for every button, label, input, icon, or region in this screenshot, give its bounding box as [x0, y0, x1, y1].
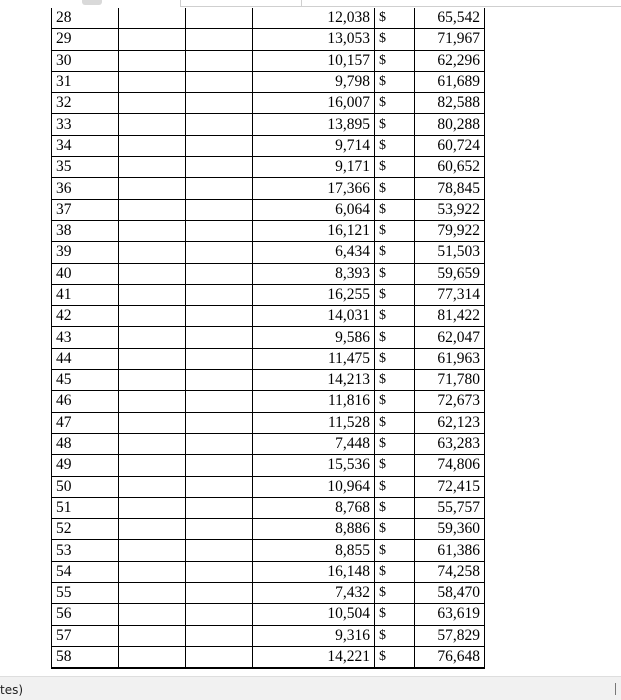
toolbar-divider [180, 0, 621, 7]
empty-cell-1 [119, 242, 186, 263]
currency-cell: $ [375, 646, 415, 668]
table-row [52, 93, 485, 114]
row-id-cell: 51 [52, 497, 119, 518]
row-id-cell: 30 [52, 50, 119, 71]
empty-cell-2 [186, 412, 253, 433]
status-bar [0, 676, 621, 700]
amount-cell: 63,283 [415, 433, 485, 454]
empty-cell-2 [186, 284, 253, 305]
amount-cell: 72,415 [415, 476, 485, 497]
empty-cell-2 [186, 114, 253, 135]
empty-cell-1 [119, 199, 186, 220]
table-row [52, 50, 485, 71]
empty-cell-2 [186, 519, 253, 540]
empty-cell-1 [119, 157, 186, 178]
empty-cell-1 [119, 455, 186, 476]
status-text: tes) [0, 683, 24, 697]
empty-cell-2 [186, 561, 253, 582]
count-cell: 7,448 [253, 433, 375, 454]
count-cell: 14,031 [253, 306, 375, 327]
count-cell: 9,586 [253, 327, 375, 348]
currency-cell: $ [375, 242, 415, 263]
table-row [52, 583, 485, 604]
row-id-cell: 58 [52, 646, 119, 668]
count-cell: 16,148 [253, 561, 375, 582]
top-toolbar-edge [0, 0, 621, 8]
amount-cell: 74,258 [415, 561, 485, 582]
count-cell: 14,221 [253, 646, 375, 668]
empty-cell-1 [119, 114, 186, 135]
amount-cell: 72,673 [415, 391, 485, 412]
amount-cell: 74,806 [415, 455, 485, 476]
row-id-cell: 45 [52, 370, 119, 391]
empty-cell-1 [119, 220, 186, 241]
table-row [52, 306, 485, 327]
table-row [52, 412, 485, 433]
count-cell: 8,393 [253, 263, 375, 284]
amount-cell: 71,967 [415, 29, 485, 50]
table-row [52, 348, 485, 369]
table-row [52, 157, 485, 178]
empty-cell-1 [119, 284, 186, 305]
table-row [52, 199, 485, 220]
status-bar-edge [615, 683, 619, 695]
empty-cell-2 [186, 497, 253, 518]
empty-cell-2 [186, 370, 253, 391]
currency-cell: $ [375, 29, 415, 50]
currency-cell: $ [375, 583, 415, 604]
empty-cell-2 [186, 220, 253, 241]
currency-cell: $ [375, 93, 415, 114]
empty-cell-2 [186, 625, 253, 646]
row-id-cell: 53 [52, 540, 119, 561]
count-cell: 6,064 [253, 199, 375, 220]
count-cell: 8,855 [253, 540, 375, 561]
empty-cell-1 [119, 412, 186, 433]
table-row [52, 455, 485, 476]
row-id-cell: 57 [52, 625, 119, 646]
empty-cell-1 [119, 327, 186, 348]
table-row [52, 242, 485, 263]
row-id-cell: 28 [52, 8, 119, 29]
empty-cell-2 [186, 583, 253, 604]
currency-cell: $ [375, 433, 415, 454]
row-id-cell: 41 [52, 284, 119, 305]
count-cell: 17,366 [253, 178, 375, 199]
table-row [52, 561, 485, 582]
empty-cell-1 [119, 348, 186, 369]
amount-cell: 62,296 [415, 50, 485, 71]
count-cell: 16,121 [253, 220, 375, 241]
row-id-cell: 29 [52, 29, 119, 50]
count-cell: 16,007 [253, 93, 375, 114]
empty-cell-1 [119, 8, 186, 29]
count-cell: 9,798 [253, 71, 375, 92]
row-id-cell: 33 [52, 114, 119, 135]
table-row [52, 284, 485, 305]
amount-cell: 77,314 [415, 284, 485, 305]
count-cell: 9,171 [253, 157, 375, 178]
empty-cell-2 [186, 199, 253, 220]
empty-cell-1 [119, 50, 186, 71]
row-id-cell: 35 [52, 157, 119, 178]
empty-cell-1 [119, 497, 186, 518]
empty-cell-2 [186, 50, 253, 71]
currency-cell: $ [375, 348, 415, 369]
amount-cell: 78,845 [415, 178, 485, 199]
empty-cell-2 [186, 306, 253, 327]
row-id-cell: 46 [52, 391, 119, 412]
amount-cell: 59,659 [415, 263, 485, 284]
count-cell: 16,255 [253, 284, 375, 305]
empty-cell-1 [119, 29, 186, 50]
count-cell: 11,816 [253, 391, 375, 412]
amount-cell: 59,360 [415, 519, 485, 540]
row-id-cell: 38 [52, 220, 119, 241]
empty-cell-1 [119, 93, 186, 114]
table-row [52, 497, 485, 518]
empty-cell-1 [119, 604, 186, 625]
empty-cell-1 [119, 306, 186, 327]
currency-cell: $ [375, 604, 415, 625]
empty-cell-2 [186, 157, 253, 178]
currency-cell: $ [375, 519, 415, 540]
empty-cell-2 [186, 8, 253, 29]
row-id-cell: 36 [52, 178, 119, 199]
count-cell: 10,964 [253, 476, 375, 497]
row-id-cell: 31 [52, 71, 119, 92]
count-cell: 7,432 [253, 583, 375, 604]
currency-cell: $ [375, 625, 415, 646]
currency-cell: $ [375, 199, 415, 220]
empty-cell-2 [186, 263, 253, 284]
amount-cell: 61,386 [415, 540, 485, 561]
amount-cell: 55,757 [415, 497, 485, 518]
empty-cell-2 [186, 93, 253, 114]
row-id-cell: 39 [52, 242, 119, 263]
amount-cell: 79,922 [415, 220, 485, 241]
currency-cell: $ [375, 412, 415, 433]
currency-cell: $ [375, 497, 415, 518]
empty-cell-1 [119, 433, 186, 454]
amount-cell: 57,829 [415, 625, 485, 646]
row-id-cell: 55 [52, 583, 119, 604]
amount-cell: 63,619 [415, 604, 485, 625]
empty-cell-1 [119, 561, 186, 582]
table-row [52, 604, 485, 625]
row-id-cell: 43 [52, 327, 119, 348]
empty-cell-2 [186, 242, 253, 263]
row-id-cell: 32 [52, 93, 119, 114]
table-row [52, 391, 485, 412]
table-row [52, 71, 485, 92]
amount-cell: 60,652 [415, 157, 485, 178]
row-id-cell: 37 [52, 199, 119, 220]
empty-cell-1 [119, 519, 186, 540]
empty-cell-1 [119, 178, 186, 199]
row-id-cell: 34 [52, 135, 119, 156]
empty-cell-1 [119, 583, 186, 604]
row-id-cell: 40 [52, 263, 119, 284]
count-cell: 8,768 [253, 497, 375, 518]
empty-cell-2 [186, 476, 253, 497]
amount-cell: 71,780 [415, 370, 485, 391]
table-row [52, 433, 485, 454]
currency-cell: $ [375, 135, 415, 156]
table-row [52, 625, 485, 646]
count-cell: 9,714 [253, 135, 375, 156]
currency-cell: $ [375, 370, 415, 391]
count-cell: 9,316 [253, 625, 375, 646]
count-cell: 11,475 [253, 348, 375, 369]
amount-cell: 62,123 [415, 412, 485, 433]
row-id-cell: 49 [52, 455, 119, 476]
currency-cell: $ [375, 284, 415, 305]
count-cell: 8,886 [253, 519, 375, 540]
empty-cell-2 [186, 391, 253, 412]
currency-cell: $ [375, 476, 415, 497]
currency-cell: $ [375, 263, 415, 284]
amount-cell: 81,422 [415, 306, 485, 327]
table-row [52, 519, 485, 540]
amount-cell: 61,963 [415, 348, 485, 369]
amount-cell: 58,470 [415, 583, 485, 604]
table-row [52, 29, 485, 50]
row-id-cell: 44 [52, 348, 119, 369]
data-table [51, 8, 485, 669]
count-cell: 11,528 [253, 412, 375, 433]
row-id-cell: 54 [52, 561, 119, 582]
empty-cell-1 [119, 135, 186, 156]
table-row [52, 263, 485, 284]
currency-cell: $ [375, 540, 415, 561]
amount-cell: 62,047 [415, 327, 485, 348]
amount-cell: 61,689 [415, 71, 485, 92]
count-cell: 13,895 [253, 114, 375, 135]
empty-cell-1 [119, 625, 186, 646]
row-id-cell: 42 [52, 306, 119, 327]
amount-cell: 82,588 [415, 93, 485, 114]
amount-cell: 80,288 [415, 114, 485, 135]
table-row [52, 135, 485, 156]
empty-cell-2 [186, 29, 253, 50]
currency-cell: $ [375, 50, 415, 71]
empty-cell-2 [186, 71, 253, 92]
empty-cell-1 [119, 646, 186, 668]
count-cell: 10,504 [253, 604, 375, 625]
empty-cell-1 [119, 263, 186, 284]
empty-cell-2 [186, 135, 253, 156]
count-cell: 10,157 [253, 50, 375, 71]
currency-cell: $ [375, 327, 415, 348]
table-row [52, 327, 485, 348]
empty-cell-2 [186, 540, 253, 561]
empty-cell-2 [186, 455, 253, 476]
table-row [52, 540, 485, 561]
count-cell: 15,536 [253, 455, 375, 476]
table-row [52, 220, 485, 241]
currency-cell: $ [375, 455, 415, 476]
empty-cell-2 [186, 604, 253, 625]
count-cell: 6,434 [253, 242, 375, 263]
row-id-cell: 56 [52, 604, 119, 625]
amount-cell: 76,648 [415, 646, 485, 668]
currency-cell: $ [375, 178, 415, 199]
table-row [52, 178, 485, 199]
table-row [52, 114, 485, 135]
currency-cell: $ [375, 71, 415, 92]
currency-cell: $ [375, 220, 415, 241]
amount-cell: 60,724 [415, 135, 485, 156]
table-row [52, 476, 485, 497]
currency-cell: $ [375, 306, 415, 327]
currency-cell: $ [375, 561, 415, 582]
count-cell: 12,038 [253, 8, 375, 29]
table-body [52, 8, 485, 668]
currency-cell: $ [375, 8, 415, 29]
empty-cell-1 [119, 370, 186, 391]
amount-cell: 65,542 [415, 8, 485, 29]
empty-cell-1 [119, 71, 186, 92]
empty-cell-2 [186, 178, 253, 199]
currency-cell: $ [375, 391, 415, 412]
empty-cell-1 [119, 476, 186, 497]
currency-cell: $ [375, 157, 415, 178]
amount-cell: 53,922 [415, 199, 485, 220]
toolbar-tab[interactable] [82, 0, 102, 5]
currency-cell: $ [375, 114, 415, 135]
row-id-cell: 52 [52, 519, 119, 540]
empty-cell-2 [186, 433, 253, 454]
table-row [52, 646, 485, 668]
empty-cell-2 [186, 646, 253, 668]
table-row [52, 8, 485, 29]
empty-cell-1 [119, 540, 186, 561]
row-id-cell: 50 [52, 476, 119, 497]
table-row [52, 370, 485, 391]
empty-cell-1 [119, 391, 186, 412]
row-id-cell: 48 [52, 433, 119, 454]
empty-cell-2 [186, 327, 253, 348]
amount-cell: 51,503 [415, 242, 485, 263]
count-cell: 14,213 [253, 370, 375, 391]
count-cell: 13,053 [253, 29, 375, 50]
row-id-cell: 47 [52, 412, 119, 433]
empty-cell-2 [186, 348, 253, 369]
